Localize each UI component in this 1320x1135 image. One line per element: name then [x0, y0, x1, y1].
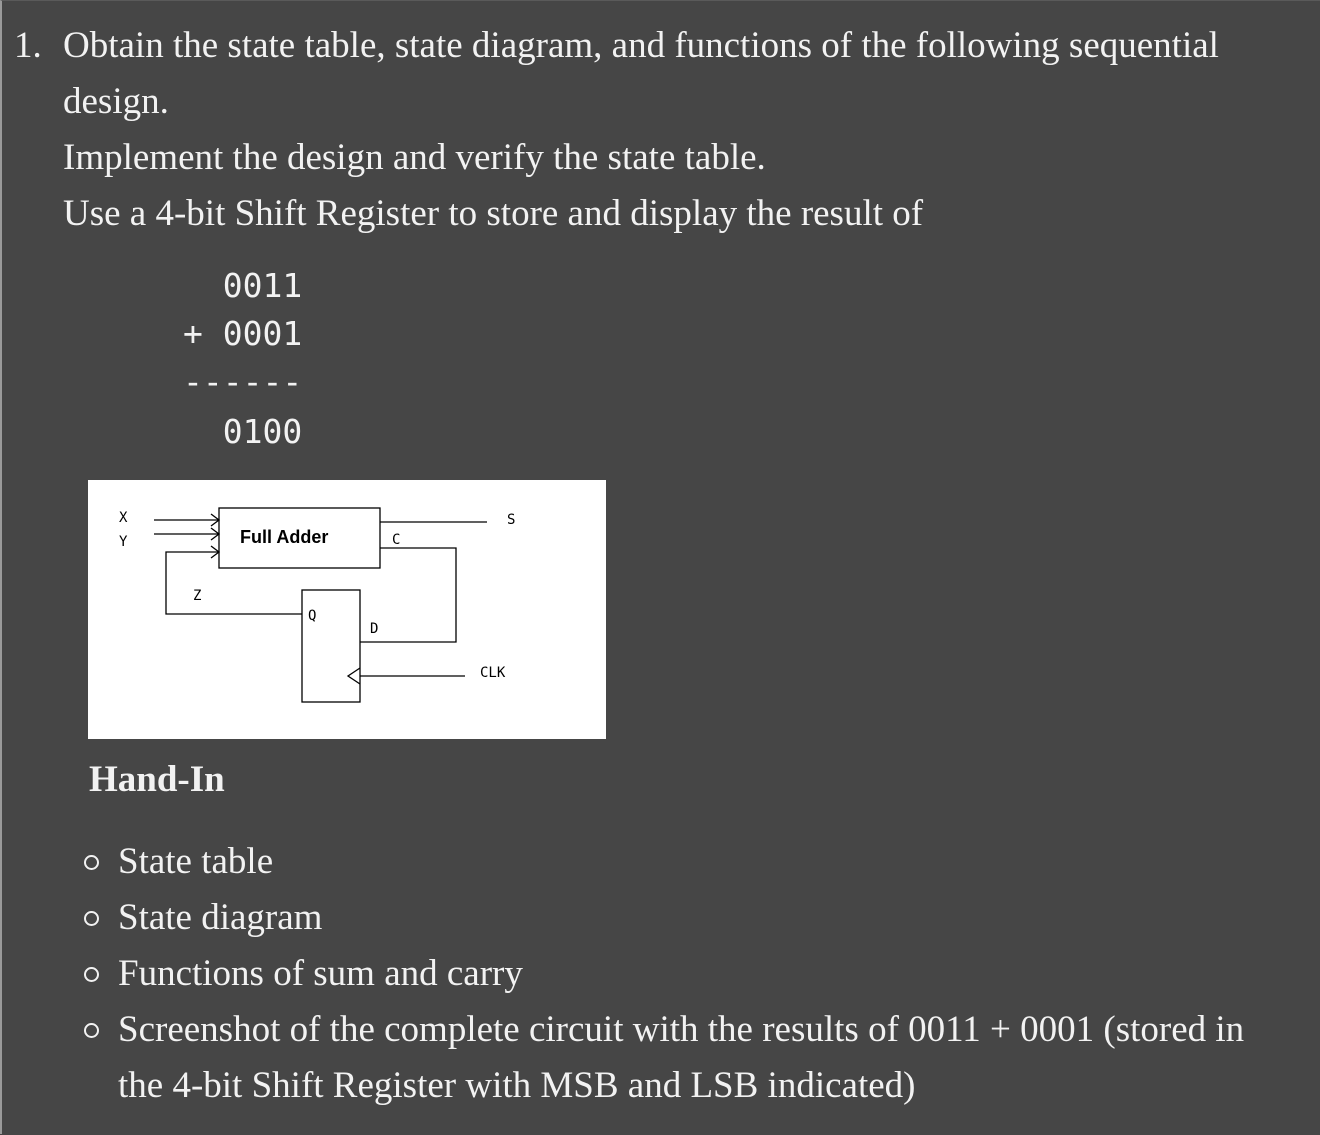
flip-flop-box	[302, 590, 360, 702]
wire-z	[166, 552, 302, 614]
label-z: Z	[193, 588, 202, 604]
handin-item-screenshot: Screenshot of the complete circuit with the results of 0011 + 0001 (stored in	[118, 1009, 1245, 1050]
label-y: Y	[119, 534, 128, 550]
label-q: Q	[308, 608, 317, 624]
question-line-3: Implement the design and verify the state table.	[63, 137, 766, 178]
handin-item-screenshot-continued: the 4-bit Shift Register with MSB and LSB indicated)	[118, 1065, 916, 1106]
addition-operand-2: + 0001	[183, 314, 303, 353]
label-d: D	[370, 621, 379, 637]
label-s: S	[507, 512, 516, 528]
handin-title: Hand-In	[89, 759, 225, 800]
bullet-icon	[84, 911, 99, 926]
label-x: X	[119, 510, 128, 526]
handin-item-state-table: State table	[118, 841, 274, 882]
circuit-svg	[88, 480, 606, 739]
bullet-icon	[84, 855, 99, 870]
question-number: 1.	[14, 25, 42, 66]
addition-operand-1: 0011	[183, 266, 303, 305]
label-clk: CLK	[480, 665, 506, 681]
addition-separator: ------	[183, 362, 303, 401]
handin-item-functions: Functions of sum and carry	[118, 953, 523, 994]
addition-result: 0100	[183, 412, 303, 451]
question-line-4: Use a 4-bit Shift Register to store and display the result of	[63, 193, 924, 234]
label-c: C	[392, 532, 401, 548]
label-full-adder: Full Adder	[240, 527, 329, 547]
question-line-1: Obtain the state table, state diagram, and functions of the following sequential	[63, 25, 1219, 66]
clock-triangle	[348, 668, 360, 684]
bullet-icon	[84, 1023, 99, 1038]
question-line-2: design.	[63, 81, 169, 122]
circuit-diagram	[88, 480, 606, 739]
bullet-icon	[84, 967, 99, 982]
handin-item-state-diagram: State diagram	[118, 897, 323, 938]
